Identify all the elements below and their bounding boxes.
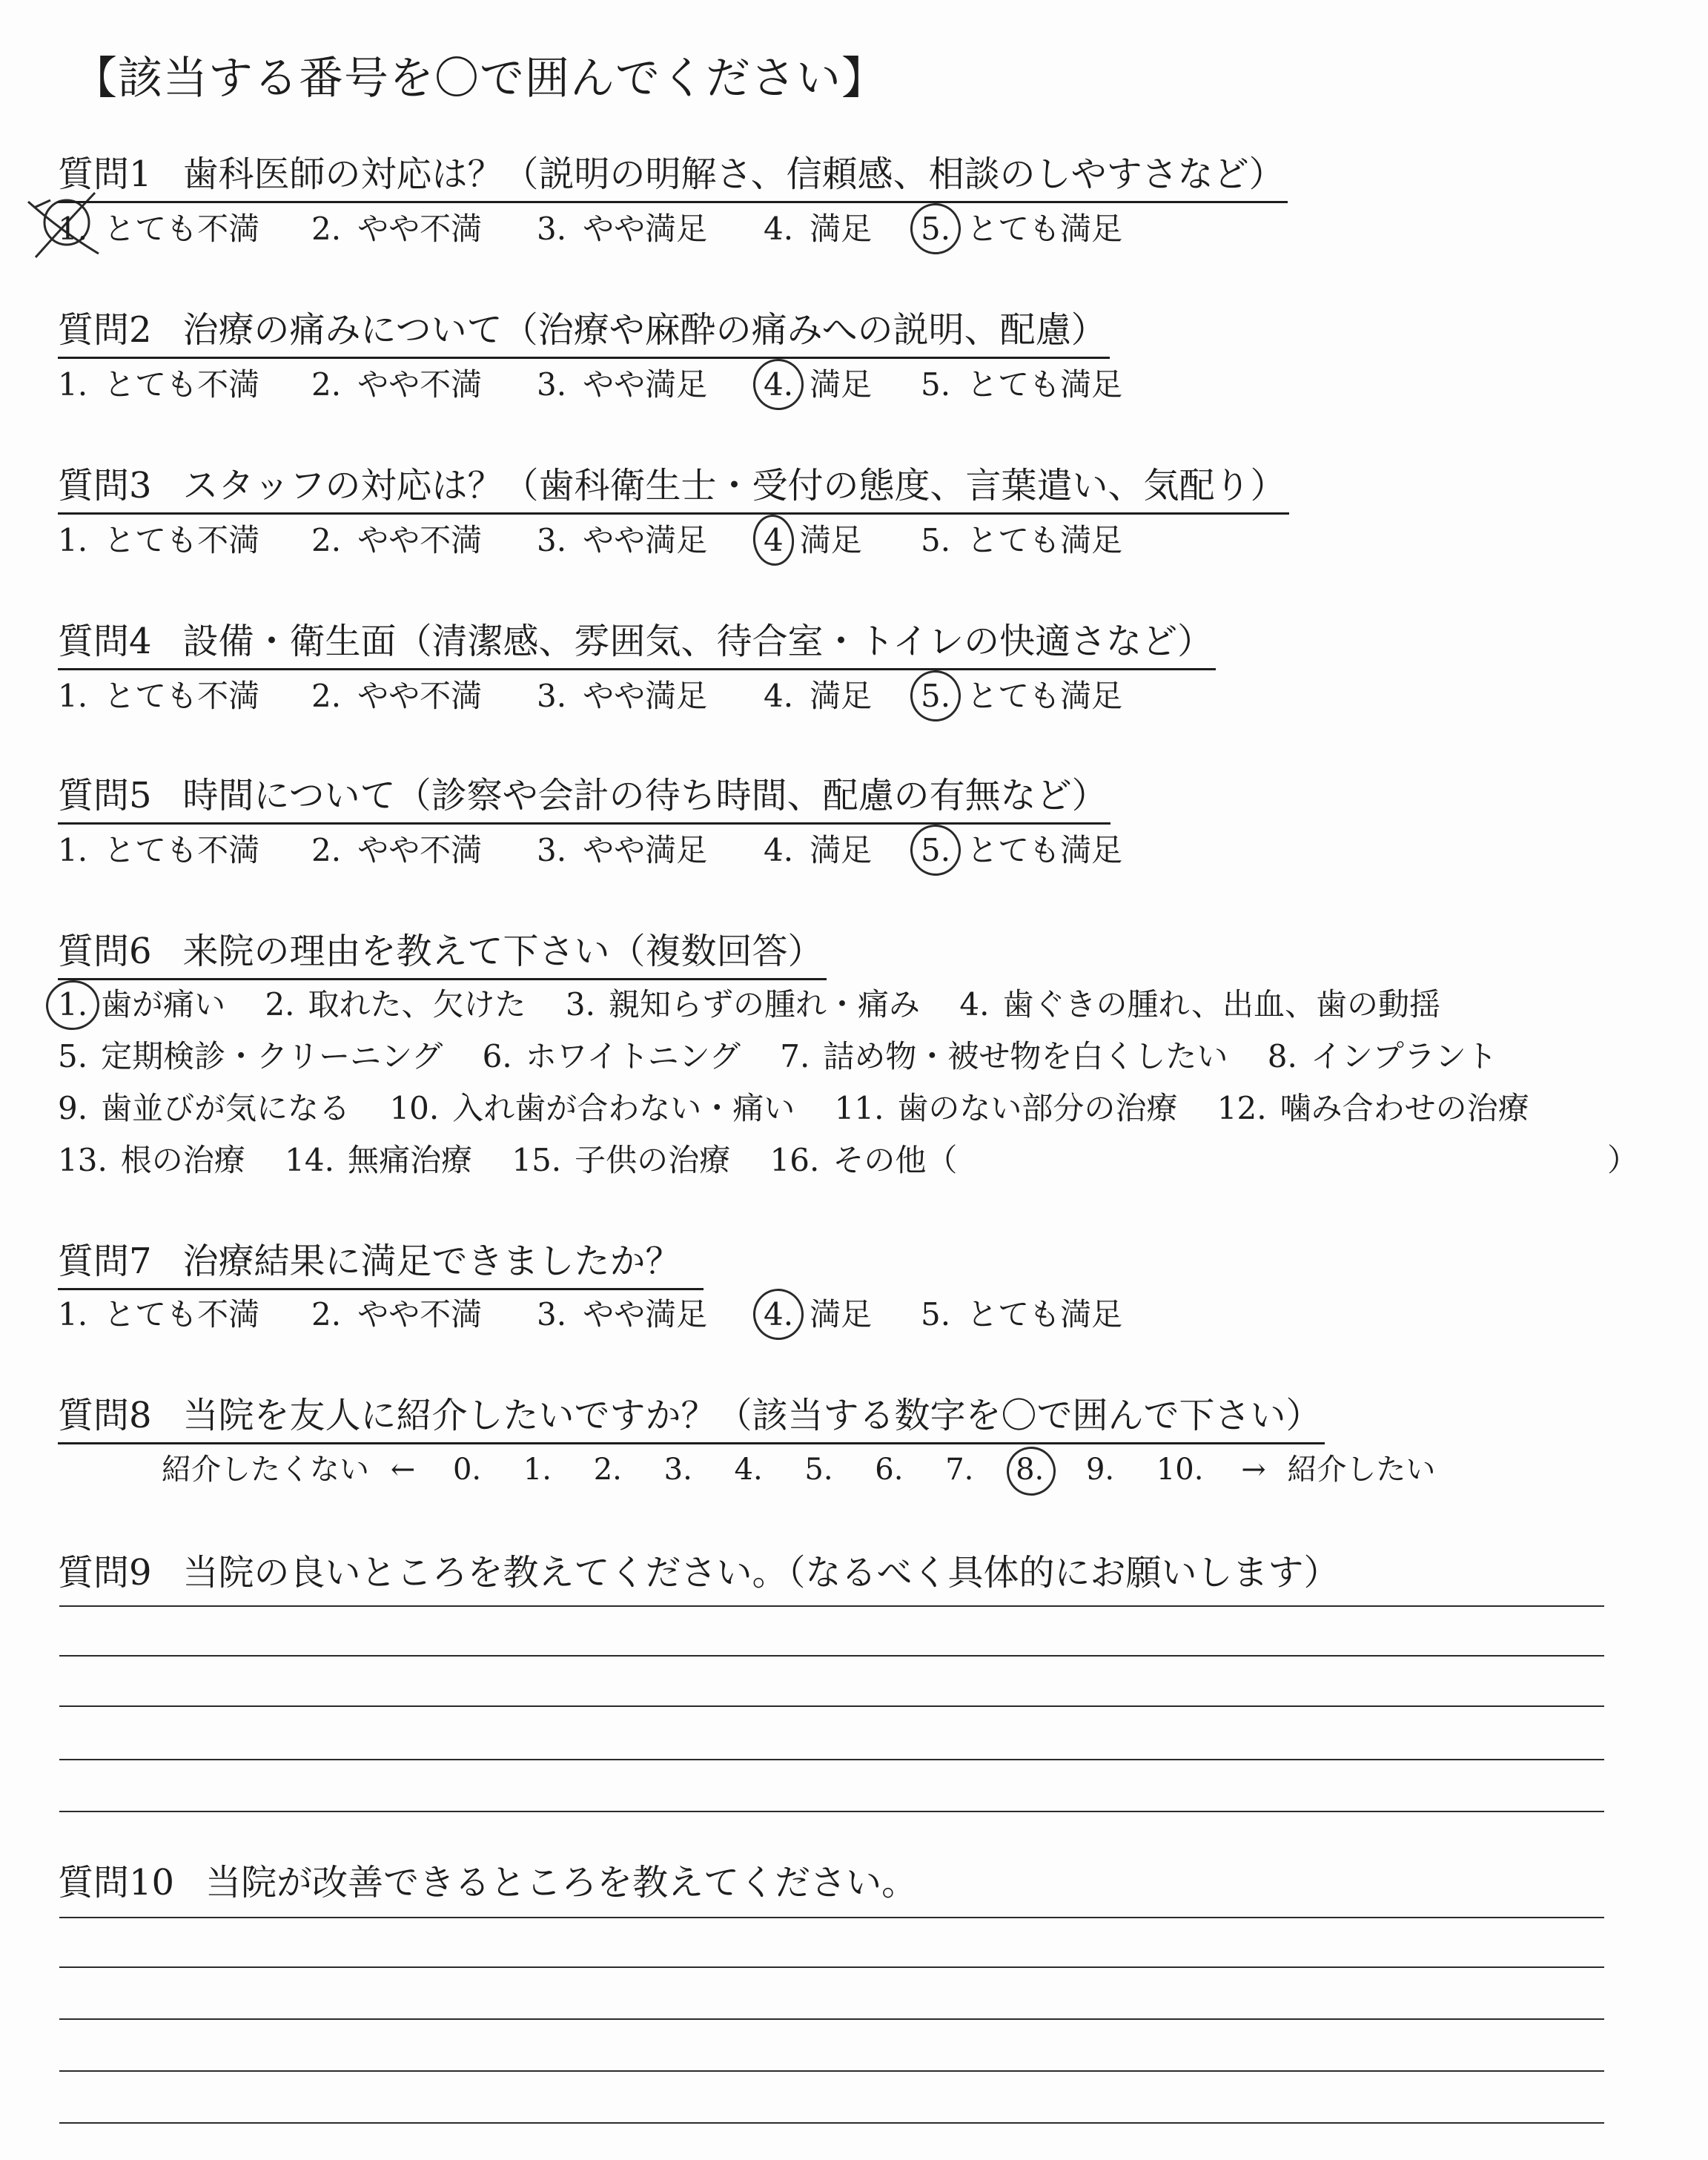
reason-9[interactable]: 9. 歯並びが気になる [58,1090,351,1126]
reason-5[interactable]: 5. 定期検診・クリーニング [58,1038,443,1074]
question-3 [58,457,1289,515]
scale-9[interactable]: 9. [1085,1453,1115,1487]
reason-12[interactable]: 12. 噛み合わせの治療 [1217,1090,1529,1126]
question-text: 当院が改善できるところを教えてください。 [205,1862,918,1903]
answer-line[interactable] [59,1917,1604,1918]
option-1[interactable]: 1. とても不満 [58,522,260,558]
question-1 [58,145,1288,203]
reason-15[interactable]: 15. 子供の治療 [512,1142,731,1178]
scale-4[interactable]: 4. [734,1453,763,1487]
option-1[interactable]: 1. とても不満 [58,366,260,403]
question-text: 時間について（診察や会計の待ち時間、配慮の有無など） [182,775,1108,816]
option-5-selected[interactable]: 5. とても満足 [921,211,1123,247]
question-number: 質問10 [58,1862,175,1903]
instruction-header: 【該当する番号を〇で囲んでください】 [73,53,887,105]
question-number: 質問4 [58,621,152,662]
question-8 [58,1387,1325,1444]
reasons-row-1 [58,980,1470,1025]
question-title [58,145,1288,203]
question-9 [58,1544,1340,1595]
option-3[interactable]: 3. やや満足 [537,678,708,714]
reasons-row-3 [58,1084,1559,1129]
question-text: 当院を友人に紹介したいですか？（該当する数字を〇で囲んで下さい） [182,1395,1322,1436]
question-number: 質問6 [58,931,152,972]
reason-6[interactable]: 6. ホワイトニング [482,1038,741,1074]
option-3[interactable]: 3. やや満足 [537,366,708,403]
option-1[interactable]: 1. とても不満 [58,211,260,247]
option-3[interactable]: 3. やや満足 [537,522,708,558]
recommend-scale [162,1446,1435,1488]
option-4-selected[interactable]: 4. 満足 [764,1296,873,1332]
question-text: 治療の痛みについて（治療や麻酔の痛みへの説明、配慮） [182,309,1107,351]
answer-line[interactable] [59,1811,1604,1812]
answer-line[interactable] [59,1705,1604,1707]
option-5-selected[interactable]: 5. とても満足 [921,832,1123,868]
question-title [58,1387,1325,1444]
question-title [58,1862,917,1903]
scale-left-label: 紹介したくない [162,1453,369,1487]
option-5-selected[interactable]: 5. とても満足 [921,678,1123,714]
option-4[interactable]: 4. 満足 [764,832,873,868]
reason-3[interactable]: 3. 親知らずの腫れ・痛み [565,986,920,1023]
question-number: 質問9 [58,1552,152,1593]
left-arrow-icon: ← [390,1453,416,1487]
scale-7[interactable]: 7. [945,1453,974,1487]
option-2[interactable]: 2. やや不満 [311,678,483,714]
scale-10[interactable]: 10. [1156,1453,1204,1487]
answer-line[interactable] [59,1966,1604,1968]
question-title [58,301,1110,359]
question-number: 質問1 [58,153,152,195]
scale-2[interactable]: 2. [593,1453,622,1487]
reason-2[interactable]: 2. 取れた、欠けた [265,986,526,1023]
question-5 [58,767,1110,825]
reasons-row-2 [58,1032,1527,1077]
option-4[interactable]: 4. 満足 [764,211,873,247]
question-10 [58,1854,917,1905]
reason-13[interactable]: 13. 根の治療 [58,1142,245,1178]
question-title [58,457,1289,515]
question-title [58,1552,1340,1593]
reason-8[interactable]: 8. インプラント [1267,1038,1497,1074]
question-number: 質問5 [58,775,152,816]
question-text: 当院の良いところを教えてください。（なるべく具体的にお願いします） [182,1552,1340,1593]
option-3[interactable]: 3. やや満足 [537,1296,708,1332]
other-close-paren: ） [1607,1142,1639,1178]
option-5[interactable]: 5. とても満足 [921,366,1123,403]
option-1[interactable]: 1. とても不満 [58,832,260,868]
question-4 [58,612,1216,670]
question-number: 質問8 [58,1395,152,1436]
question-text: 歯科医師の対応は？（説明の明解さ、信頼感、相談のしやすさなど） [182,153,1285,195]
question-title [58,1232,704,1290]
option-2[interactable]: 2. やや不満 [311,211,483,247]
option-2[interactable]: 2. やや不満 [311,832,483,868]
option-1[interactable]: 1. とても不満 [58,1296,260,1332]
question-text: 来院の理由を教えて下さい（複数回答） [182,931,824,972]
question-number: 質問2 [58,309,152,351]
scale-5[interactable]: 5. [804,1453,833,1487]
option-4[interactable]: 4. 満足 [764,678,873,714]
scale-3[interactable]: 3. [663,1453,692,1487]
option-3[interactable]: 3. やや満足 [537,832,708,868]
right-arrow-icon: → [1241,1453,1266,1487]
option-5[interactable]: 5. とても満足 [921,522,1123,558]
question-title [58,612,1216,670]
question-title [58,767,1110,825]
question-2 [58,301,1110,359]
option-5[interactable]: 5. とても満足 [921,1296,1123,1332]
answer-line[interactable] [59,2070,1604,2072]
reasons-row-4 [58,1136,1639,1180]
scale-6[interactable]: 6. [875,1453,904,1487]
option-4-selected[interactable]: 4 満足 [764,522,862,558]
answer-line[interactable] [59,1605,1604,1607]
answer-line[interactable] [59,1759,1604,1760]
question-number: 質問3 [58,465,152,506]
question-7 [58,1232,704,1290]
reason-11[interactable]: 11. 歯のない部分の治療 [834,1090,1178,1126]
reason-10[interactable]: 10. 入れ歯が合わない・痛い [389,1090,795,1126]
question-text: 治療結果に満足できましたか？ [182,1241,681,1282]
question-number: 質問7 [58,1241,152,1282]
question-text: スタッフの対応は？（歯科衛生士・受付の態度、言葉遣い、気配り） [182,465,1286,506]
question-text: 設備・衛生面（清潔感、雰囲気、待合室・トイレの快適さなど） [182,621,1214,662]
option-1[interactable]: 1. とても不満 [58,678,260,714]
reason-1-selected[interactable]: 1. 歯が痛い [58,986,226,1023]
reason-4[interactable]: 4. 歯ぐきの腫れ、出血、歯の動揺 [959,986,1440,1023]
scale-1[interactable]: 1. [523,1453,552,1487]
option-4-selected[interactable]: 4. 満足 [764,366,873,403]
option-2[interactable]: 2. やや不満 [311,366,483,403]
scale-8-selected[interactable]: 8. [1016,1453,1045,1487]
scale-right-label: 紹介したい [1287,1453,1436,1487]
scale-0[interactable]: 0. [452,1453,482,1487]
option-2[interactable]: 2. やや不満 [311,522,483,558]
answer-line[interactable] [59,2018,1604,2020]
reason-14[interactable]: 14. 無痛治療 [285,1142,472,1178]
reason-7[interactable]: 7. 詰め物・被せ物を白くしたい [780,1038,1228,1074]
question-title [58,922,827,980]
option-3[interactable]: 3. やや満足 [537,211,708,247]
option-2[interactable]: 2. やや不満 [311,1296,483,1332]
question-6 [58,922,827,980]
answer-line[interactable] [59,2122,1604,2124]
reason-16-other[interactable]: 16. その他（ [769,1142,958,1178]
answer-line[interactable] [59,1655,1604,1657]
